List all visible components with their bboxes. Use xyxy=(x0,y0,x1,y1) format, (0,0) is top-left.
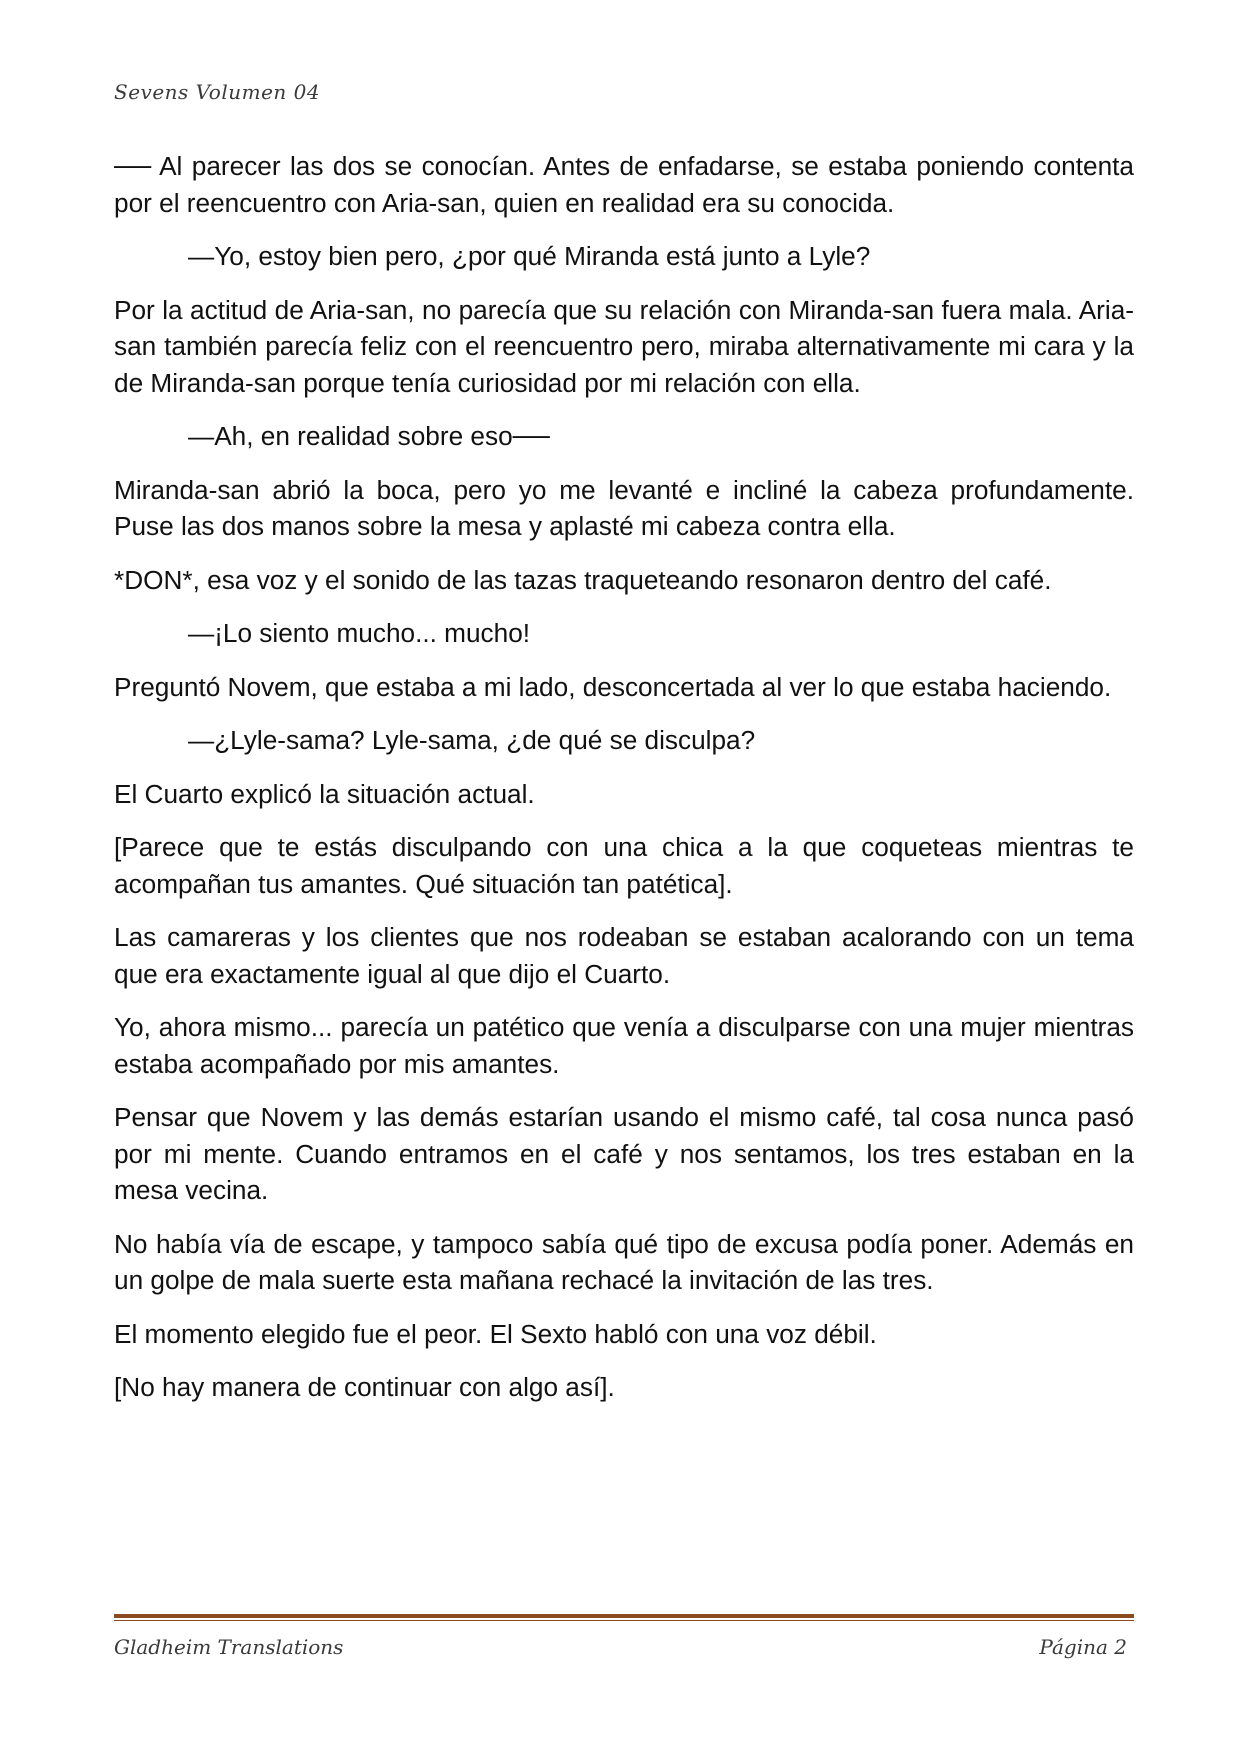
dialogue-line: —Yo, estoy bien pero, ¿por qué Miranda está junto a Lyle? xyxy=(188,241,871,271)
paragraph: Yo, ahora mismo... parecía un patético que venía a disculparse con una mujer mientras estaba acompañado por mis amantes. xyxy=(114,1012,1134,1079)
dialogue-line: —¿Lyle-sama? Lyle-sama, ¿de qué se disculpa? xyxy=(188,725,756,755)
dialogue-line: —Ah, en realidad sobre eso── xyxy=(188,421,550,451)
footer-publisher: Gladheim Translations xyxy=(114,1635,344,1659)
paragraph: *DON*, esa voz y el sonido de las tazas traqueteando resonaron dentro del café. xyxy=(114,564,1052,595)
page-body xyxy=(114,148,1134,1423)
paragraph: Pensar que Novem y las demás estarían usando el mismo café, tal cosa nunca pasó por mi mente. Cuando entramos en el café y nos sentamos, los tres estaban en la mesa vecina. xyxy=(114,1102,1134,1205)
paragraph: El Cuarto explicó la situación actual. xyxy=(114,778,535,809)
paragraph: ── Al parecer las dos se conocían. Antes de enfadarse, se estaba poniendo contenta por el reencuentro con Aria-san, quien en realidad era su conocida. xyxy=(114,151,1134,218)
paragraph: [Parece que te estás disculpando con una chica a la que coqueteas mientras te acompañan tus amantes. Qué situación tan patética]. xyxy=(114,832,1134,899)
paragraph: Las camareras y los clientes que nos rodeaban se estaban acalorando con un tema que era exactamente igual al que dijo el Cuarto. xyxy=(114,922,1134,989)
page-number: Página 2 xyxy=(1039,1635,1127,1659)
paragraph: Miranda-san abrió la boca, pero yo me levanté e incliné la cabeza profundamente. Puse las dos manos sobre la mesa y aplasté mi cabeza contra ella. xyxy=(114,474,1134,541)
footer-divider xyxy=(114,1614,1134,1621)
paragraph: No había vía de escape, y tampoco sabía qué tipo de excusa podía poner. Además en un golpe de mala suerte esta mañana rechacé la invitación de las tres. xyxy=(114,1228,1134,1295)
paragraph: Por la actitud de Aria-san, no parecía que su relación con Miranda-san fuera mala. Aria-san también parecía feliz con el reencuentro pero, miraba alternativamente mi cara y la de Miranda-san porque tenía curiosidad por mi relación con ella. xyxy=(114,294,1134,398)
paragraph: El momento elegido fue el peor. El Sexto habló con una voz débil. xyxy=(114,1318,877,1349)
dialogue-line: —¡Lo siento mucho... mucho! xyxy=(188,618,531,648)
paragraph: Preguntó Novem, que estaba a mi lado, desconcertada al ver lo que estaba haciendo. xyxy=(114,671,1112,702)
paragraph: [No hay manera de continuar con algo así]. xyxy=(114,1372,615,1402)
running-header: Sevens Volumen 04 xyxy=(114,80,321,104)
